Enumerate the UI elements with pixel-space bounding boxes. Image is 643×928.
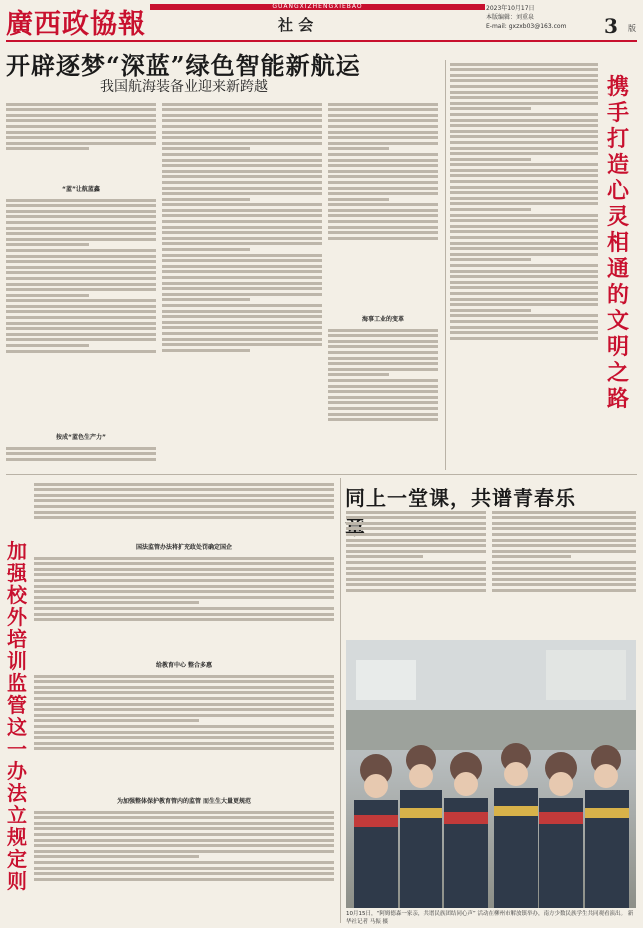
text-line — [492, 522, 636, 525]
section-heading: “蓝”让航蓝鑫 — [62, 186, 100, 193]
section-heading: 海事工业的变革 — [361, 316, 404, 323]
text-line — [34, 827, 334, 830]
text-line — [34, 811, 334, 814]
text-line — [162, 175, 322, 178]
text-line — [34, 708, 334, 711]
text-line — [162, 287, 322, 290]
text-line — [450, 113, 598, 116]
text-line — [34, 516, 334, 519]
text-line — [34, 833, 334, 836]
text-line — [162, 332, 322, 335]
text-line — [450, 96, 598, 99]
text-line — [450, 91, 598, 94]
text-line — [162, 119, 322, 122]
text-line — [450, 236, 598, 239]
text-line — [162, 170, 322, 173]
text-line — [492, 527, 636, 530]
text-line — [34, 601, 199, 604]
text-line — [6, 147, 89, 150]
text-line — [34, 562, 334, 565]
text-line — [162, 282, 322, 285]
text-line — [328, 237, 438, 240]
side-article-text-a — [450, 60, 598, 470]
text-line — [34, 511, 334, 514]
text-line — [492, 572, 636, 575]
text-line — [328, 401, 438, 404]
text-line — [6, 277, 156, 280]
text-line — [162, 214, 322, 217]
text-line — [162, 153, 322, 156]
text-line — [450, 298, 598, 301]
text-line — [450, 135, 598, 138]
text-line — [162, 209, 322, 212]
text-line — [34, 686, 334, 689]
text-line — [492, 567, 636, 570]
text-line — [34, 573, 334, 576]
text-line — [492, 583, 636, 586]
text-line — [34, 850, 334, 853]
text-line — [450, 79, 598, 82]
text-line — [450, 180, 598, 183]
text-line — [492, 550, 636, 553]
text-line — [346, 527, 486, 530]
text-line — [6, 199, 156, 202]
article-text-col1c — [6, 444, 156, 470]
text-line — [34, 613, 334, 616]
text-line — [328, 396, 438, 399]
text-line — [34, 675, 334, 678]
photo-caption: 10月15日，“阿姆德森一家亲，共谱民族团结同心声” 活动在柳州市解放镇举办，南方少数民族学生共同观看演出。 新华社记者 马振 摄 — [346, 911, 634, 925]
text-line — [34, 844, 334, 847]
text-line — [34, 867, 334, 870]
text-line — [328, 175, 438, 178]
text-line — [34, 697, 334, 700]
text-line — [162, 242, 322, 245]
text-line — [450, 141, 598, 144]
text-line — [162, 181, 322, 184]
text-line — [328, 142, 438, 145]
editor-line: 本版编辑：刘重泉 — [486, 14, 535, 21]
text-line — [492, 516, 636, 519]
text-line — [346, 544, 486, 547]
news-photo — [346, 640, 636, 908]
text-line — [6, 344, 89, 347]
text-line — [6, 283, 156, 286]
text-line — [346, 522, 486, 525]
text-line — [450, 158, 531, 161]
text-line — [6, 243, 89, 246]
text-line — [162, 326, 322, 329]
text-line — [6, 350, 156, 353]
text-line — [450, 275, 598, 278]
text-line — [162, 248, 250, 251]
side-headline: 携手打造心灵相通的文明之路 — [606, 74, 629, 412]
text-line — [328, 119, 438, 122]
text-line — [162, 254, 322, 257]
text-line — [450, 174, 598, 177]
text-line — [6, 322, 156, 325]
text-line — [6, 452, 156, 455]
text-line — [346, 567, 486, 570]
text-line — [450, 102, 598, 105]
text-line — [450, 286, 598, 289]
text-line — [450, 214, 598, 217]
text-line — [346, 578, 486, 581]
text-line — [162, 276, 322, 279]
text-line — [328, 373, 389, 376]
date-line: 2023年10月17日 — [486, 5, 535, 12]
masthead-pinyin: GUANGXIZHENGXIEBAO — [272, 3, 363, 10]
text-line — [450, 107, 531, 110]
text-line — [34, 839, 334, 842]
text-line — [328, 181, 438, 184]
horizontal-divider — [6, 474, 637, 475]
text-line — [328, 351, 438, 354]
text-line — [34, 742, 334, 745]
text-line — [450, 219, 598, 222]
text-line — [162, 321, 322, 324]
text-line — [34, 731, 334, 734]
text-line — [328, 153, 438, 156]
text-line — [328, 136, 438, 139]
text-line — [328, 220, 438, 223]
text-line — [450, 202, 598, 205]
text-line — [162, 220, 322, 223]
text-line — [6, 305, 156, 308]
lower-left-headline: 加强校外培训监管 这一办法立规定则 — [7, 539, 27, 893]
text-line — [328, 418, 438, 421]
text-line — [328, 329, 438, 332]
text-line — [34, 719, 199, 722]
text-line — [6, 294, 89, 297]
text-line — [450, 320, 598, 323]
article-text-col3b — [328, 326, 438, 470]
article-text-col3 — [328, 100, 438, 310]
text-line — [162, 164, 322, 167]
text-line — [450, 147, 598, 150]
text-line — [6, 299, 156, 302]
text-line — [328, 334, 438, 337]
text-line — [6, 215, 156, 218]
text-line — [162, 349, 250, 352]
text-line — [328, 226, 438, 229]
text-line — [6, 327, 156, 330]
text-line — [450, 169, 598, 172]
text-line — [450, 208, 531, 211]
text-line — [346, 589, 486, 592]
text-line — [6, 210, 156, 213]
text-line — [450, 63, 598, 66]
text-line — [450, 309, 531, 312]
text-line — [450, 247, 598, 250]
text-line — [450, 264, 598, 267]
text-line — [162, 125, 322, 128]
text-line — [162, 338, 322, 341]
text-line — [162, 108, 322, 111]
text-line — [450, 258, 531, 261]
text-line — [6, 288, 156, 291]
text-line — [34, 861, 334, 864]
main-headline: 开辟逐梦“深蓝”绿色智能新航运 — [6, 51, 361, 80]
text-line — [162, 343, 322, 346]
text-line — [34, 505, 334, 508]
text-line — [328, 103, 438, 106]
text-line — [450, 242, 598, 245]
text-line — [450, 124, 598, 127]
sub-heading: 国法监管办法将扩充政处罚确定国企 — [135, 544, 232, 551]
text-line — [6, 232, 156, 235]
text-line — [162, 159, 322, 162]
text-line — [492, 555, 571, 558]
lower-left-text-d — [34, 808, 334, 920]
text-line — [450, 314, 598, 317]
text-line — [162, 259, 322, 262]
text-line — [328, 385, 438, 388]
text-line — [328, 379, 438, 382]
text-line — [162, 231, 322, 234]
text-line — [34, 872, 334, 875]
text-line — [6, 260, 156, 263]
text-line — [346, 583, 486, 586]
text-line — [492, 511, 636, 514]
text-line — [450, 337, 598, 340]
text-line — [346, 511, 486, 514]
lower-left-text-a — [34, 480, 334, 540]
text-line — [34, 618, 334, 621]
text-line — [450, 191, 598, 194]
text-line — [6, 238, 156, 241]
text-line — [6, 266, 156, 269]
text-line — [328, 209, 438, 212]
text-line — [328, 203, 438, 206]
text-line — [34, 499, 334, 502]
lower-right-text-b — [492, 508, 636, 636]
text-line — [6, 310, 156, 313]
text-line — [328, 131, 438, 134]
article-text-col1b — [6, 196, 156, 432]
text-line — [450, 270, 598, 273]
text-line — [34, 579, 334, 582]
text-line — [34, 596, 334, 599]
page-number: 3 — [604, 14, 618, 38]
text-line — [162, 136, 322, 139]
text-line — [34, 607, 334, 610]
text-line — [346, 550, 486, 553]
text-line — [162, 192, 322, 195]
text-line — [328, 108, 438, 111]
lower-right-headline: 同上一堂课，共谱青春乐 — [345, 486, 576, 510]
text-line — [6, 227, 156, 230]
masthead — [0, 0, 643, 40]
column-divider — [445, 60, 446, 470]
text-line — [162, 265, 322, 268]
text-line — [6, 249, 156, 252]
text-line — [6, 458, 156, 461]
text-line — [6, 271, 156, 274]
text-line — [328, 198, 389, 201]
text-line — [6, 221, 156, 224]
text-line — [6, 136, 156, 139]
text-line — [328, 407, 438, 410]
email-line: E-mail: gxzxb03@163.com — [486, 23, 567, 30]
text-line — [34, 691, 334, 694]
text-line — [328, 231, 438, 234]
text-line — [34, 557, 334, 560]
text-line — [6, 316, 156, 319]
text-line — [162, 293, 322, 296]
text-line — [162, 114, 322, 117]
text-line — [346, 539, 486, 542]
text-line — [450, 253, 598, 256]
lower-right-text-a — [346, 508, 486, 636]
text-line — [162, 298, 250, 301]
text-line — [328, 187, 438, 190]
masthead-rule — [6, 40, 637, 42]
photo-scene — [346, 640, 636, 908]
text-line — [34, 736, 334, 739]
text-line — [450, 292, 598, 295]
text-line — [450, 197, 598, 200]
text-line — [6, 338, 156, 341]
text-line — [162, 203, 322, 206]
text-line — [450, 119, 598, 122]
text-line — [6, 255, 156, 258]
text-line — [450, 130, 598, 133]
text-line — [328, 192, 438, 195]
text-line — [492, 578, 636, 581]
text-line — [328, 170, 438, 173]
text-line — [34, 568, 334, 571]
text-line — [34, 590, 334, 593]
text-line — [162, 237, 322, 240]
text-line — [34, 747, 334, 750]
lower-left-text-b — [34, 554, 334, 658]
text-line — [34, 714, 334, 717]
text-line — [492, 533, 636, 536]
date-info — [486, 4, 601, 31]
text-line — [6, 142, 156, 145]
text-line — [34, 585, 334, 588]
page-label: 版 — [628, 24, 636, 33]
section-name: 社 会 — [278, 16, 314, 34]
text-line — [162, 103, 322, 106]
text-line — [450, 281, 598, 284]
text-line — [162, 198, 250, 201]
section-heading: 按成“蓝色生产力” — [56, 434, 106, 441]
text-line — [328, 159, 438, 162]
text-line — [328, 114, 438, 117]
text-line — [450, 331, 598, 334]
text-line — [6, 131, 156, 134]
text-line — [328, 413, 438, 416]
text-line — [162, 315, 322, 318]
text-line — [6, 125, 156, 128]
text-line — [492, 539, 636, 542]
text-line — [162, 142, 322, 145]
text-line — [492, 561, 636, 564]
text-line — [6, 447, 156, 450]
text-line — [346, 572, 486, 575]
newspaper-logo: 廣西政協報 — [6, 9, 146, 40]
text-line — [346, 555, 423, 558]
text-line — [162, 187, 322, 190]
text-line — [492, 544, 636, 547]
text-line — [346, 561, 486, 564]
text-line — [450, 74, 598, 77]
column-divider — [340, 478, 341, 923]
text-line — [6, 103, 156, 106]
text-line — [6, 333, 156, 336]
text-line — [328, 362, 438, 365]
text-line — [6, 114, 156, 117]
text-line — [450, 68, 598, 71]
text-line — [34, 725, 334, 728]
text-line — [328, 214, 438, 217]
text-line — [34, 488, 334, 491]
text-line — [450, 303, 598, 306]
article-text-col2 — [162, 100, 322, 470]
text-line — [162, 147, 250, 150]
text-line — [162, 270, 322, 273]
lower-left-text-c — [34, 672, 334, 792]
sub-heading: 为加强整体保护教育管内的监管 而生生大量更规范 — [116, 798, 252, 805]
sub-heading: 给教育中心 整合多惠 — [155, 662, 213, 669]
main-subheadline: 我国航海装备业迎来新跨越 — [100, 79, 268, 95]
text-line — [492, 589, 636, 592]
text-line — [162, 226, 322, 229]
text-line — [328, 340, 438, 343]
article-text-col1 — [6, 100, 156, 180]
text-line — [328, 125, 438, 128]
text-line — [34, 816, 334, 819]
text-line — [328, 357, 438, 360]
text-line — [328, 147, 389, 150]
text-line — [450, 326, 598, 329]
text-line — [34, 680, 334, 683]
text-line — [6, 108, 156, 111]
text-line — [328, 345, 438, 348]
text-line — [450, 152, 598, 155]
text-line — [6, 119, 156, 122]
text-line — [328, 390, 438, 393]
text-line — [34, 483, 334, 486]
text-line — [450, 230, 598, 233]
text-line — [346, 516, 486, 519]
text-line — [34, 878, 334, 881]
text-line — [162, 131, 322, 134]
text-line — [34, 703, 334, 706]
text-line — [34, 855, 199, 858]
text-line — [450, 85, 598, 88]
text-line — [450, 186, 598, 189]
text-line — [450, 225, 598, 228]
text-line — [328, 164, 438, 167]
text-line — [450, 163, 598, 166]
text-line — [34, 822, 334, 825]
text-line — [34, 494, 334, 497]
text-line — [162, 310, 322, 313]
text-line — [162, 304, 322, 307]
text-line — [328, 368, 438, 371]
text-line — [6, 204, 156, 207]
text-line — [346, 533, 486, 536]
